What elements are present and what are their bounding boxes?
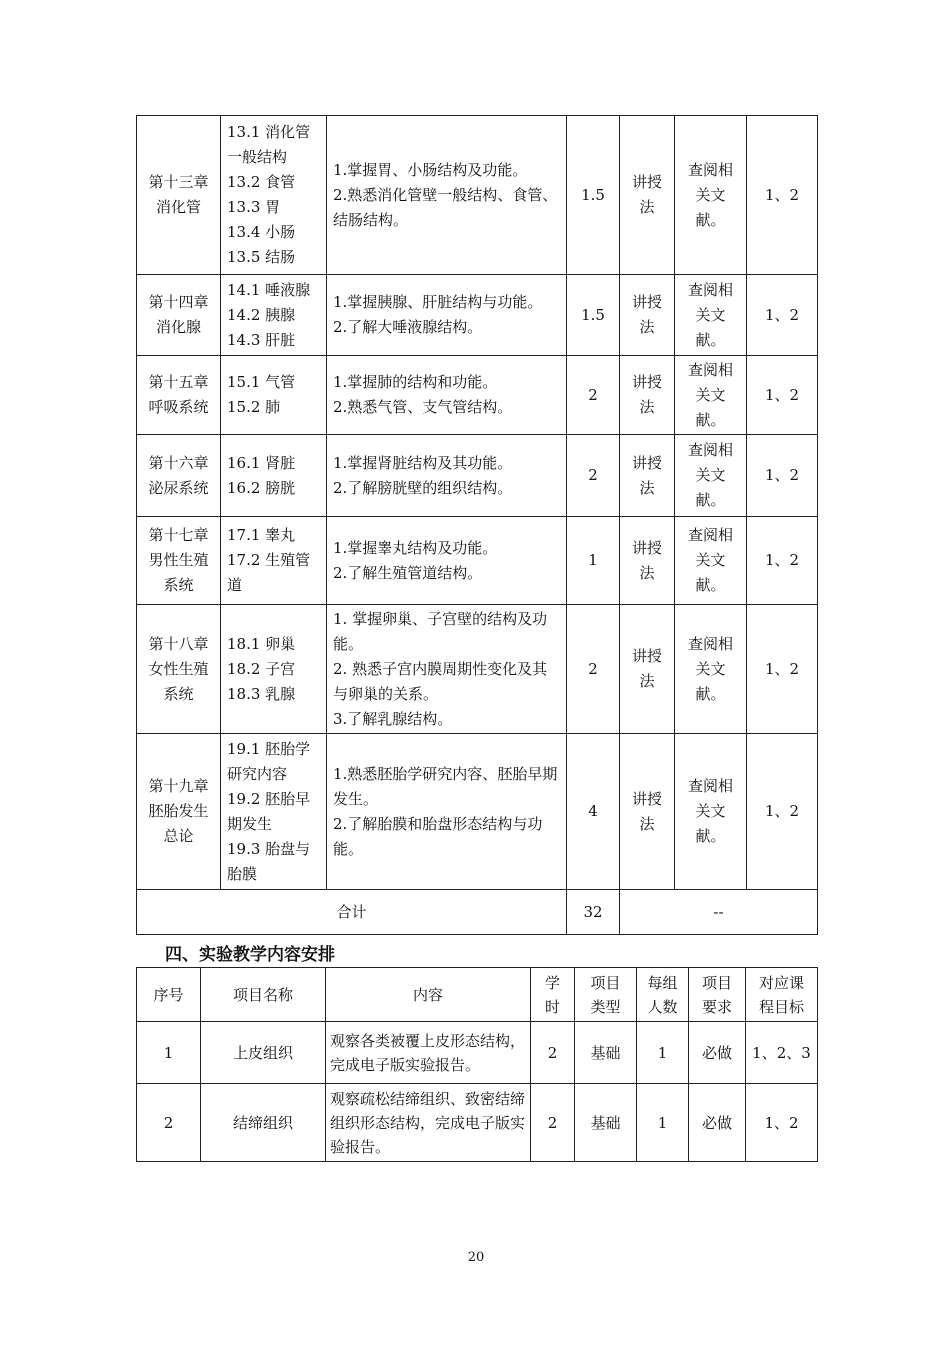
header-group: 每组 人数 <box>637 968 689 1022</box>
self-study-cell: 查阅相 关文 献。 <box>675 275 747 356</box>
chapter-cell: 第十三章 消化管 <box>137 116 221 275</box>
theory-teaching-table <box>136 115 818 935</box>
method-cell: 讲授 法 <box>620 275 675 356</box>
chapter-cell: 第十九章 胚胎发生 总论 <box>137 734 221 890</box>
table-row <box>137 1084 818 1162</box>
sections-cell: 18.1 卵巢 18.2 子宫 18.3 乳腺 <box>221 605 327 734</box>
lab-objectives: 1、2、3 <box>746 1022 818 1084</box>
header-content: 内容 <box>326 968 531 1022</box>
hours-cell: 1 <box>567 517 620 605</box>
sections-cell: 14.1 唾液腺 14.2 胰腺 14.3 肝脏 <box>221 275 327 356</box>
objectives-cell: 1、2 <box>747 275 818 356</box>
requirements-cell: 1.掌握睾丸结构及功能。 2.了解生殖管道结构。 <box>327 517 567 605</box>
header-requirement: 项目 要求 <box>689 968 746 1022</box>
lab-group: 1 <box>637 1084 689 1162</box>
sections-cell: 17.1 睾丸 17.2 生殖管 道 <box>221 517 327 605</box>
hours-cell: 1.5 <box>567 275 620 356</box>
table-row <box>137 517 818 605</box>
page-number: 20 <box>467 1250 485 1265</box>
chapter-cell: 第十四章 消化腺 <box>137 275 221 356</box>
table-row <box>137 435 818 517</box>
table-row <box>137 1022 818 1084</box>
total-row <box>137 890 818 935</box>
requirements-cell: 1. 掌握卵巢、子宫壁的结构及功能。 2. 熟悉子宫内膜周期性变化及其与卵巢的关系。 3.了解乳腺结构。 <box>327 605 567 734</box>
self-study-cell: 查阅相 关文 献。 <box>675 435 747 517</box>
lab-group: 1 <box>637 1022 689 1084</box>
requirements-cell: 1.掌握胰腺、肝脏结构与功能。 2.了解大唾液腺结构。 <box>327 275 567 356</box>
table-row <box>137 356 818 435</box>
header-type: 项目 类型 <box>575 968 637 1022</box>
lab-hours: 2 <box>531 1084 575 1162</box>
self-study-cell: 查阅相 关文 献。 <box>675 356 747 435</box>
total-hours: 32 <box>567 890 620 935</box>
chapter-cell: 第十八章 女性生殖 系统 <box>137 605 221 734</box>
requirements-cell: 1.掌握肺的结构和功能。 2.熟悉气管、支气管结构。 <box>327 356 567 435</box>
method-cell: 讲授 法 <box>620 517 675 605</box>
method-cell: 讲授 法 <box>620 734 675 890</box>
hours-cell: 2 <box>567 356 620 435</box>
lab-objectives: 1、2 <box>746 1084 818 1162</box>
objectives-cell: 1、2 <box>747 605 818 734</box>
lab-name: 上皮组织 <box>201 1022 326 1084</box>
lab-hours: 2 <box>531 1022 575 1084</box>
table-row <box>137 734 818 890</box>
requirements-cell: 1.掌握胃、小肠结构及功能。 2.熟悉消化管壁一般结构、食管、结肠结构。 <box>327 116 567 275</box>
objectives-cell: 1、2 <box>747 116 818 275</box>
hours-cell: 2 <box>567 435 620 517</box>
self-study-cell: 查阅相 关文 献。 <box>675 605 747 734</box>
header-row <box>137 968 818 1022</box>
table-row <box>137 275 818 356</box>
lab-content: 观察各类被覆上皮形态结构，完成电子版实验报告。 <box>326 1022 531 1084</box>
sections-cell: 16.1 肾脏 16.2 膀胱 <box>221 435 327 517</box>
lab-name: 结缔组织 <box>201 1084 326 1162</box>
objectives-cell: 1、2 <box>747 517 818 605</box>
chapter-cell: 第十七章 男性生殖 系统 <box>137 517 221 605</box>
method-cell: 讲授 法 <box>620 435 675 517</box>
lab-content: 观察疏松结缔组织、致密结缔组织形态结构，完成电子版实验报告。 <box>326 1084 531 1162</box>
method-cell: 讲授 法 <box>620 605 675 734</box>
total-label: 合计 <box>137 890 567 935</box>
chapter-cell: 第十五章 呼吸系统 <box>137 356 221 435</box>
chapter-cell: 第十六章 泌尿系统 <box>137 435 221 517</box>
objectives-cell: 1、2 <box>747 734 818 890</box>
hours-cell: 1.5 <box>567 116 620 275</box>
table-row <box>137 605 818 734</box>
sections-cell: 15.1 气管 15.2 肺 <box>221 356 327 435</box>
requirements-cell: 1.熟悉胚胎学研究内容、胚胎早期发生。 2.了解胎膜和胎盘形态结构与功能。 <box>327 734 567 890</box>
method-cell: 讲授 法 <box>620 356 675 435</box>
section-title: 四、实验教学内容安排 <box>165 945 335 965</box>
sections-cell: 19.1 胚胎学 研究内容 19.2 胚胎早 期发生 19.3 胎盘与 胎膜 <box>221 734 327 890</box>
lab-teaching-table <box>136 967 818 1162</box>
requirements-cell: 1.掌握肾脏结构及其功能。 2.了解膀胱壁的组织结构。 <box>327 435 567 517</box>
header-objectives: 对应课 程目标 <box>746 968 818 1022</box>
hours-cell: 2 <box>567 605 620 734</box>
lab-requirement: 必做 <box>689 1022 746 1084</box>
lab-type: 基础 <box>575 1022 637 1084</box>
header-name: 项目名称 <box>201 968 326 1022</box>
lab-type: 基础 <box>575 1084 637 1162</box>
total-rest: -- <box>620 890 818 935</box>
table-row <box>137 116 818 275</box>
objectives-cell: 1、2 <box>747 356 818 435</box>
self-study-cell: 查阅相 关文 献。 <box>675 517 747 605</box>
method-cell: 讲授 法 <box>620 116 675 275</box>
hours-cell: 4 <box>567 734 620 890</box>
lab-requirement: 必做 <box>689 1084 746 1162</box>
self-study-cell: 查阅相 关文 献。 <box>675 734 747 890</box>
sections-cell: 13.1 消化管 一般结构 13.2 食管 13.3 胃 13.4 小肠 13.5 结肠 <box>221 116 327 275</box>
header-hours: 学 时 <box>531 968 575 1022</box>
lab-no: 2 <box>137 1084 201 1162</box>
header-no: 序号 <box>137 968 201 1022</box>
self-study-cell: 查阅相 关文 献。 <box>675 116 747 275</box>
objectives-cell: 1、2 <box>747 435 818 517</box>
lab-no: 1 <box>137 1022 201 1084</box>
